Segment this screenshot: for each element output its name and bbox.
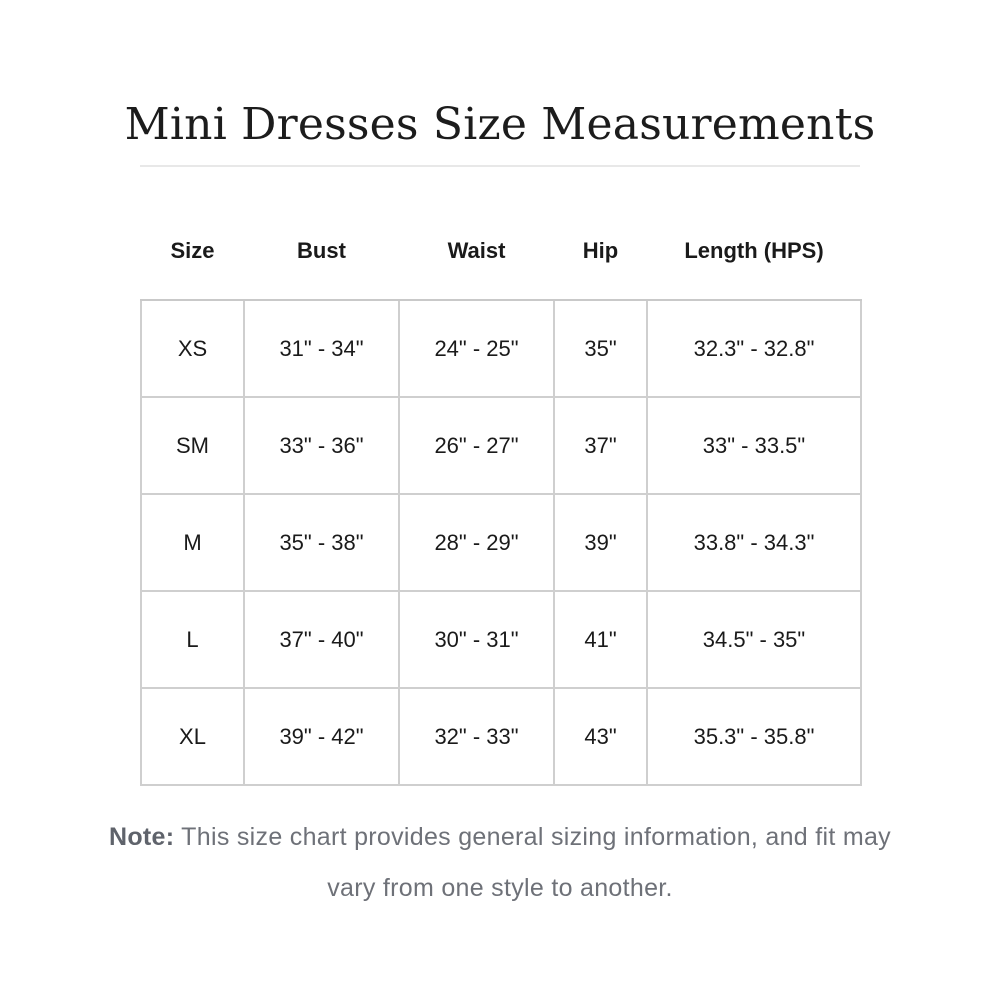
cell-waist: 32" - 33" — [399, 688, 554, 785]
cell-bust: 31" - 34" — [244, 300, 399, 397]
table-header-row — [141, 203, 861, 300]
cell-hip: 35" — [554, 300, 647, 397]
title-divider — [140, 165, 860, 167]
header-bust: Bust — [244, 203, 399, 300]
cell-waist: 30" - 31" — [399, 591, 554, 688]
cell-bust: 37" - 40" — [244, 591, 399, 688]
table-row — [141, 688, 861, 785]
cell-bust: 35" - 38" — [244, 494, 399, 591]
cell-hip: 41" — [554, 591, 647, 688]
header-length: Length (HPS) — [647, 203, 861, 300]
table-row — [141, 494, 861, 591]
table-row — [141, 591, 861, 688]
cell-waist: 24" - 25" — [399, 300, 554, 397]
header-hip: Hip — [554, 203, 647, 300]
cell-hip: 43" — [554, 688, 647, 785]
header-size: Size — [141, 203, 244, 300]
size-table — [140, 203, 862, 786]
note-text: This size chart provides general sizing information, and fit may vary from one style to another. — [174, 823, 891, 902]
cell-length: 33" - 33.5" — [647, 397, 861, 494]
sizing-note — [100, 812, 900, 914]
cell-length: 35.3" - 35.8" — [647, 688, 861, 785]
cell-waist: 28" - 29" — [399, 494, 554, 591]
page-title: Mini Dresses Size Measurements — [124, 99, 876, 151]
table-row — [141, 397, 861, 494]
cell-size: L — [141, 591, 244, 688]
cell-waist: 26" - 27" — [399, 397, 554, 494]
cell-size: M — [141, 494, 244, 591]
cell-bust: 33" - 36" — [244, 397, 399, 494]
table-row — [141, 300, 861, 397]
cell-hip: 37" — [554, 397, 647, 494]
cell-size: SM — [141, 397, 244, 494]
cell-bust: 39" - 42" — [244, 688, 399, 785]
cell-length: 33.8" - 34.3" — [647, 494, 861, 591]
cell-size: XS — [141, 300, 244, 397]
note-label: Note: — [109, 823, 175, 851]
cell-size: XL — [141, 688, 244, 785]
cell-length: 34.5" - 35" — [647, 591, 861, 688]
header-waist: Waist — [399, 203, 554, 300]
cell-hip: 39" — [554, 494, 647, 591]
cell-length: 32.3" - 32.8" — [647, 300, 861, 397]
